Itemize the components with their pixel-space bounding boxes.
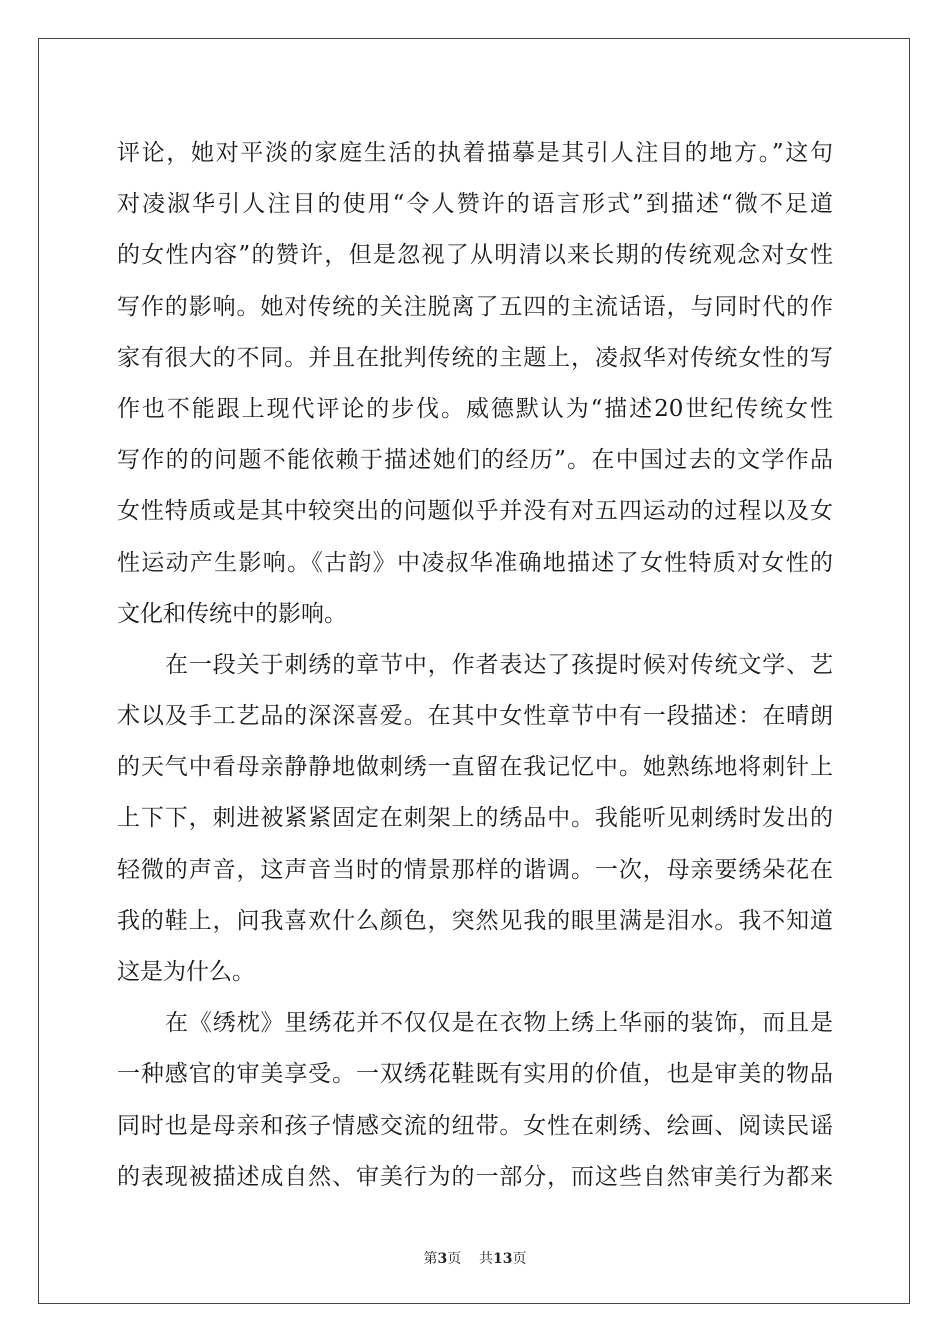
text-line: 我的鞋上，问我喜欢什么颜色，突然见我的眼里满是泪水。我不知道	[117, 907, 833, 934]
text-line: 作也不能跟上现代评论的步伐。威德默认为“描述20世纪传统女性	[117, 395, 833, 422]
text-line: 在《绣枕》里绣花并不仅仅是在衣物上绣上华丽的装饰，而且是	[165, 1010, 833, 1037]
page-total: 13	[493, 1251, 513, 1267]
document-body	[117, 128, 833, 1203]
text-line: 的天气中看母亲静静地做刺绣一直留在我记忆中。她熟练地将刺针上	[117, 754, 833, 781]
text-line: 写作的的问题不能依赖于描述她们的经历”。在中国过去的文学作品	[117, 447, 833, 474]
text-line: 家有很大的不同。并且在批判传统的主题上，凌叔华对传统女性的写	[117, 344, 833, 371]
text-line: 文化和传统中的影响。	[117, 600, 347, 627]
text-line: 轻微的声音，这声音当时的情景那样的谐调。一次，母亲要绣朵花在	[117, 856, 833, 883]
text-line: 一种感官的审美享受。一双绣花鞋既有实用的价值，也是审美的物品	[117, 1061, 833, 1088]
text-line: 上下下，刺进被紧紧固定在刺架上的绣品中。我能听见刺绣时发出的	[117, 805, 833, 832]
text-line: 的女性内容”的赞许，但是忽视了从明清以来长期的传统观念对女性	[117, 242, 833, 269]
text-line: 在一段关于刺绣的章节中，作者表达了孩提时候对传统文学、艺	[165, 651, 833, 678]
text-line: 写作的影响。她对传统的关注脱离了五四的主流话语，与同时代的作	[117, 293, 833, 320]
page-prefix: 第	[423, 1251, 438, 1267]
text-line: 的表现被描述成自然、审美行为的一部分，而这些自然审美行为都来	[117, 1163, 833, 1190]
text-line: 女性特质或是其中较突出的问题似乎并没有对五四运动的过程以及女	[117, 498, 833, 525]
page-footer	[0, 1248, 950, 1268]
text-line: 术以及手工艺品的深深喜爱。在其中女性章节中有一段描述：在晴朗	[117, 703, 833, 730]
text-line: 同时也是母亲和孩子情感交流的纽带。女性在刺绣、绘画、阅读民谣	[117, 1112, 833, 1139]
page-number: 3	[437, 1251, 448, 1267]
text-line: 性运动产生影响。《古韵》中凌叔华准确地描述了女性特质对女性的	[117, 549, 833, 576]
text-line: 评论，她对平淡的家庭生活的执着描摹是其引人注目的地方。”这句	[117, 140, 833, 166]
total-prefix: 共	[479, 1251, 494, 1267]
page-unit: 页	[447, 1251, 462, 1267]
text-line: 对凌淑华引人注目的使用“令人赞许的语言形式”到描述“微不足道	[117, 191, 833, 218]
total-unit: 页	[512, 1251, 527, 1267]
text-line: 这是为什么。	[117, 959, 255, 985]
